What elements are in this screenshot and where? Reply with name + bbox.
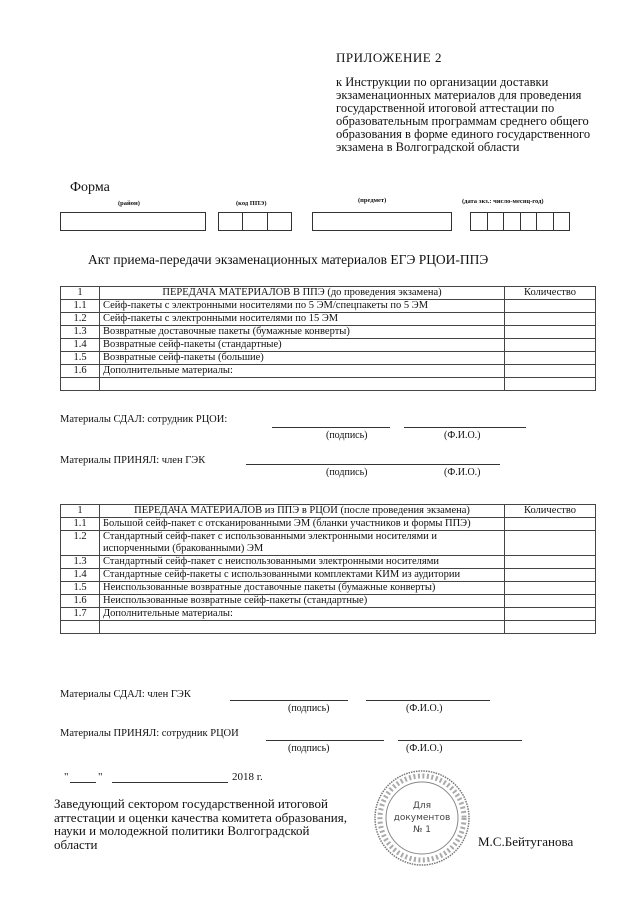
stamp-seal-icon [372,768,472,868]
fio-caption: (Ф.И.О.) [444,467,481,478]
row-num: 1.6 [61,365,100,378]
signature-line[interactable] [230,700,348,701]
table-row [61,556,596,569]
fio-caption: (Ф.И.О.) [406,703,443,714]
signature-line[interactable] [272,427,390,428]
transfer-to-rcoi-table [60,504,596,634]
quantity-cell[interactable] [505,326,596,339]
quantity-cell[interactable] [505,582,596,595]
act-title: Акт приема-передачи экзаменационных материалов ЕГЭ РЦОИ-ППЭ [88,252,489,267]
quantity-cell[interactable] [505,300,596,313]
row-num: 1.1 [61,518,100,531]
quantity-cell[interactable] [505,365,596,378]
row-text: Неиспользованные возвратные сейф-пакеты (стандартные) [100,595,505,608]
table-row [61,339,596,352]
transfer-to-ppe-table [60,286,596,391]
rayon-field[interactable] [60,212,206,231]
fio-caption: (Ф.И.О.) [406,743,443,754]
ppe-code-field[interactable] [218,212,292,231]
stamp-text-3: № 1 [413,825,431,835]
fio-line[interactable] [404,427,526,428]
year-label: 2018 г. [232,771,263,783]
table-header-quantity: Количество [505,505,596,518]
row-num: 1.5 [61,352,100,365]
table-row [61,518,596,531]
instruction-reference: к Инструкции по организации доставки экзаменационных материалов для проведения государственной итоговой аттестации по образовательным программам среднего общего образования в форме единого государственного экзамена в Волгоградской области [336,75,591,154]
row-num: 1.5 [61,582,100,595]
row-text: Стандартный сейф-пакет с использованными электронными носителями и испорченными (бракованными) ЭМ [100,531,505,556]
table-header-quantity: Количество [505,287,596,300]
fio-line[interactable] [398,740,522,741]
row-text: Стандартные сейф-пакеты с использованными комплектами КИМ из аудитории [100,569,505,582]
day-field[interactable] [70,782,96,783]
table-header-title: ПЕРЕДАЧА МАТЕРИАЛОВ из ППЭ в РЦОИ (после проведения экзамена) [100,505,505,518]
official-stamp [372,768,472,871]
row-text: Дополнительные материалы: [100,365,505,378]
signature-caption: (подпись) [326,467,368,478]
quantity-cell[interactable] [505,339,596,352]
row-text: Неиспользованные возвратные доставочные пакеты (бумажные конверты) [100,582,505,595]
signature-caption: (подпись) [288,743,330,754]
fio-line[interactable] [366,700,490,701]
table-row [61,569,596,582]
table-row [61,326,596,339]
fio-caption: (Ф.И.О.) [444,430,481,441]
table-row [61,365,596,378]
row-num: 1.7 [61,608,100,621]
handed-over-gek-label: Материалы СДАЛ: член ГЭК [60,689,191,700]
table-row [61,608,596,621]
table-row [61,300,596,313]
stamp-text-1: Для [412,801,432,811]
table-row [61,313,596,326]
row-text: Дополнительные материалы: [100,608,505,621]
row-num: 1.4 [61,569,100,582]
quantity-cell[interactable] [505,378,596,391]
quantity-cell[interactable] [505,569,596,582]
table-row [61,531,596,556]
table-header-title: ПЕРЕДАЧА МАТЕРИАЛОВ В ППЭ (до проведения экзамена) [100,287,505,300]
quantity-cell[interactable] [505,518,596,531]
table-row-blank [61,378,596,391]
received-gek-label: Материалы ПРИНЯЛ: член ГЭК [60,455,206,466]
subject-field[interactable] [312,212,452,231]
table-row [61,352,596,365]
quantity-cell[interactable] [505,608,596,621]
row-text: Возвратные сейф-пакеты (большие) [100,352,505,365]
quantity-cell[interactable] [505,531,596,556]
signatory-name: М.С.Бейтуганова [478,834,574,849]
row-text: Возвратные доставочные пакеты (бумажные конверты) [100,326,505,339]
table-row [61,582,596,595]
signature-caption: (подпись) [326,430,368,441]
signature-line[interactable] [266,740,384,741]
exam-date-field[interactable] [470,212,570,231]
quantity-cell[interactable] [505,352,596,365]
rayon-label: (район) [118,200,140,207]
quantity-cell[interactable] [505,621,596,634]
subject-label: (предмет) [358,197,387,204]
quote-open: " [64,771,69,783]
received-rcoi-label: Материалы ПРИНЯЛ: сотрудник РЦОИ [60,728,239,739]
table-header-row [61,287,596,300]
signature-caption: (подпись) [288,703,330,714]
row-text: Большой сейф-пакет с отсканированными ЭМ (бланки участников и формы ППЭ) [100,518,505,531]
row-num: 1.4 [61,339,100,352]
quantity-cell[interactable] [505,313,596,326]
row-num: 1.3 [61,326,100,339]
stamp-text-2: документов [393,813,451,823]
row-text: Стандартный сейф-пакет с неиспользованными электронными носителями [100,556,505,569]
row-num: 1.1 [61,300,100,313]
table-row-blank [61,621,596,634]
form-label: Форма [70,180,110,195]
row-num: 1.2 [61,313,100,326]
row-num: 1.3 [61,556,100,569]
handed-over-rcoi-label: Материалы СДАЛ: сотрудник РЦОИ: [60,414,228,425]
quantity-cell[interactable] [505,556,596,569]
row-text: Сейф-пакеты с электронными носителями по 5 ЭМ/спецпакеты по 5 ЭМ [100,300,505,313]
row-text: Сейф-пакеты с электронными носителями по 15 ЭМ [100,313,505,326]
ppe-code-label: (код ППЭ) [236,200,267,207]
row-num: 1.2 [61,531,100,556]
signature-fio-line[interactable] [246,464,500,465]
table-header-row [61,505,596,518]
quote-close: " [98,771,103,783]
row-num: 1.6 [61,595,100,608]
table-header-num: 1 [61,287,100,300]
exam-date-label: (дата экз.: число-месяц-год) [462,198,544,205]
row-text: Возвратные сейф-пакеты (стандартные) [100,339,505,352]
table-row [61,595,596,608]
month-field[interactable] [112,782,228,783]
appendix-title: ПРИЛОЖЕНИЕ 2 [336,50,442,65]
table-header-num: 1 [61,505,100,518]
quantity-cell[interactable] [505,595,596,608]
signatory-position: Заведующий сектором государственной итоговой аттестации и оценки качества комитета образования, науки и молодежной политики Волгоградской области [54,796,347,852]
